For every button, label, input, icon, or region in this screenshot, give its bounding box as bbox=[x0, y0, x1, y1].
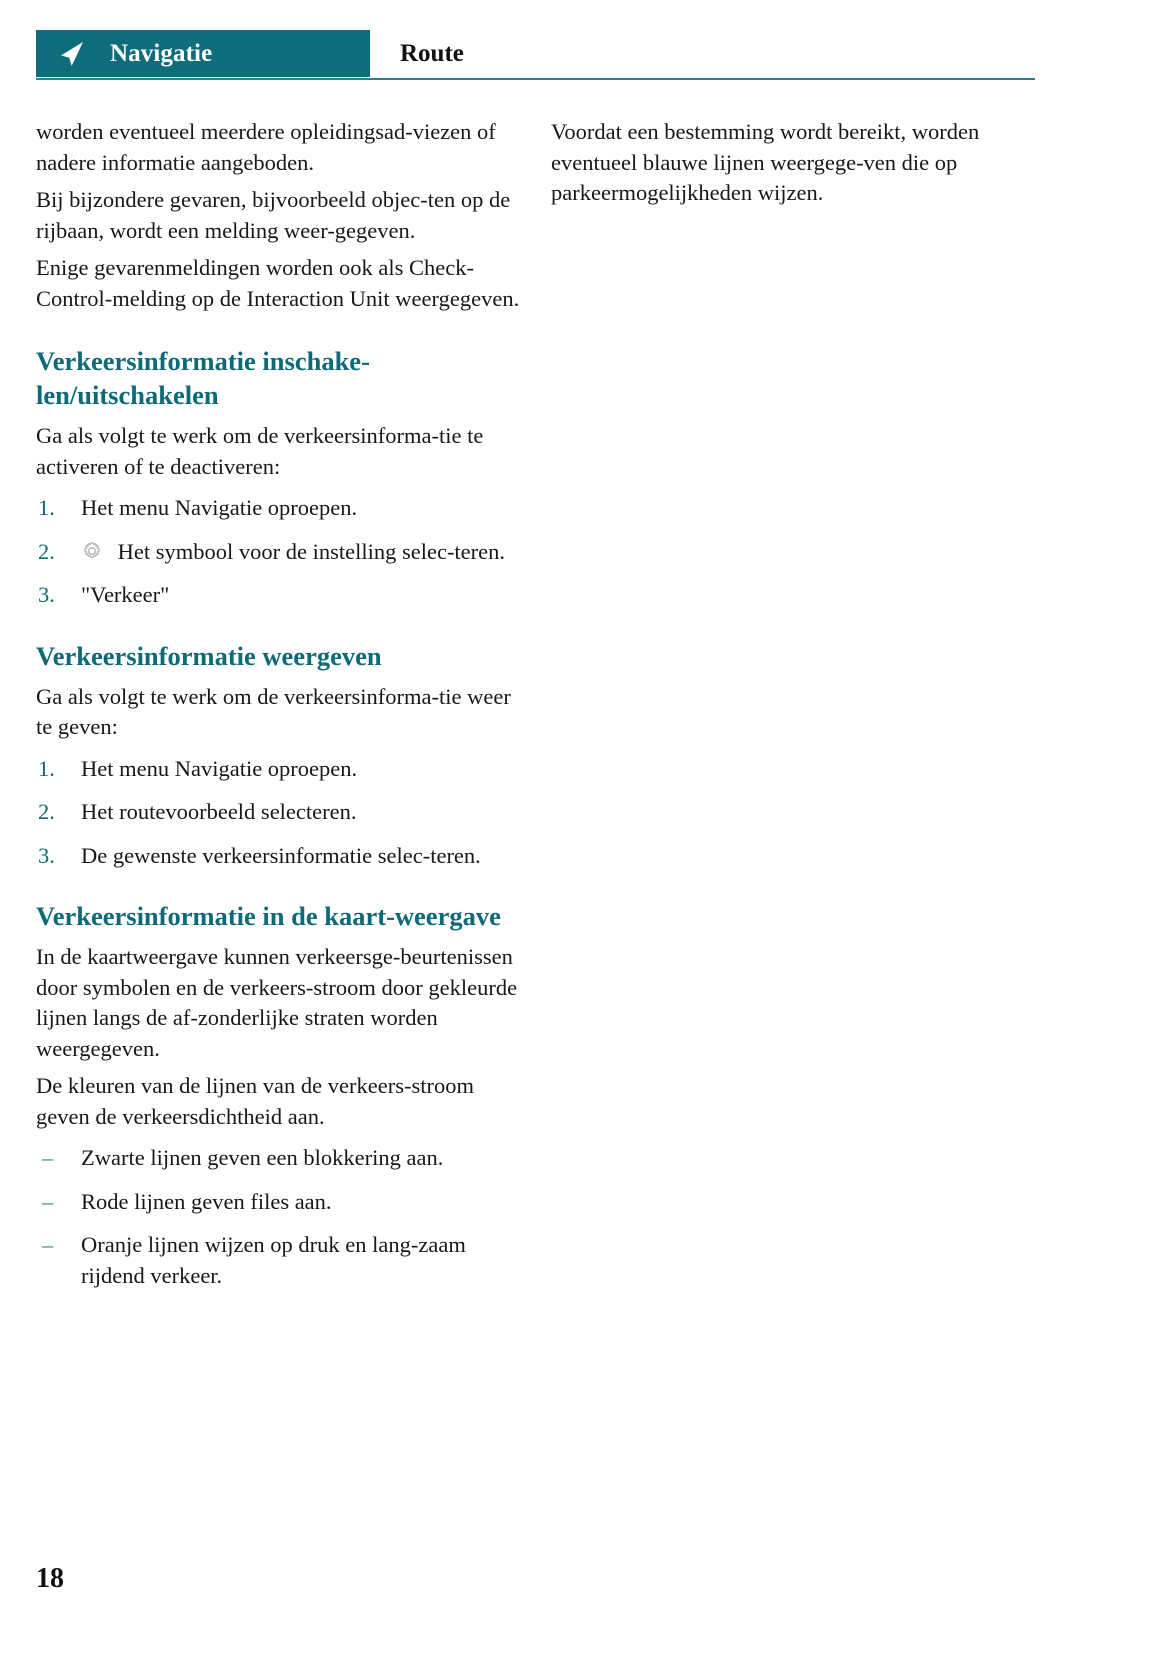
heading-verkeersinformatie-weergeven: Verkeersinformatie weergeven bbox=[36, 640, 382, 671]
nav-tab-label: Navigatie bbox=[110, 39, 213, 67]
list-item bbox=[36, 1230, 520, 1291]
page-header bbox=[36, 30, 1035, 80]
list-marker: 1. bbox=[38, 755, 55, 781]
list-item bbox=[36, 841, 520, 872]
list-item-label: Rode lijnen geven files aan. bbox=[81, 1188, 332, 1214]
list-item-label: Het routevoorbeeld selecteren. bbox=[81, 799, 357, 824]
right-column bbox=[551, 117, 1035, 1304]
list-item bbox=[36, 1187, 520, 1218]
list-marker: 3. bbox=[38, 582, 55, 607]
list-marker: 1. bbox=[38, 495, 55, 520]
list-marker: 3. bbox=[38, 842, 55, 868]
page-number: 18 bbox=[36, 1563, 64, 1594]
steps-list-inschakelen bbox=[36, 493, 520, 611]
list-item bbox=[36, 493, 520, 524]
nav-tab-navigatie bbox=[36, 30, 370, 77]
list-marker: – bbox=[42, 1188, 54, 1214]
list-item-label: Het menu Navigatie oproepen. bbox=[81, 495, 358, 520]
paragraph: De kleuren van de lijnen van de verkeers-stroom geven de verkeersdichtheid aan. bbox=[36, 1073, 474, 1129]
list-marker: – bbox=[42, 1232, 54, 1257]
list-item-label: Oranje lijnen wijzen op druk en lang-zaam rijdend verkeer. bbox=[81, 1232, 466, 1288]
list-item bbox=[36, 580, 520, 611]
list-marker: 2. bbox=[38, 538, 55, 564]
list-item-label: Het symbool voor de instelling selec-teren. bbox=[117, 538, 506, 564]
paragraph: Bij bijzondere gevaren, bijvoorbeeld objec-ten op de rijbaan, wordt een melding weer-gegeven. bbox=[36, 187, 511, 243]
steps-list-weergeven bbox=[36, 754, 520, 872]
paragraph: Voordat een bestemming wordt bereikt, worden eventueel blauwe lijnen weergege-ven die op parkeermogelijkheden wijzen. bbox=[551, 119, 980, 205]
list-item bbox=[36, 754, 520, 785]
heading-verkeersinformatie-inschakelen: Verkeersinformatie inschake-len/uitschakelen bbox=[36, 346, 370, 410]
header-row bbox=[36, 30, 1035, 77]
list-item-label: De gewenste verkeersinformatie selec-teren. bbox=[81, 842, 481, 868]
paragraph: Ga als volgt te werk om de verkeersinforma-tie te activeren of te deactiveren: bbox=[36, 423, 484, 479]
list-item-label: "Verkeer" bbox=[81, 582, 170, 607]
paragraph: worden eventueel meerdere opleidingsad-viezen of nadere informatie aangeboden. bbox=[36, 119, 496, 175]
navigation-arrow-icon bbox=[56, 39, 86, 69]
list-item bbox=[36, 1143, 520, 1174]
list-marker: – bbox=[42, 1145, 54, 1170]
bullet-list-lijnkleuren bbox=[36, 1143, 520, 1291]
paragraph: Enige gevarenmeldingen worden ook als Check-Control-melding op de Interaction Unit weergegeven. bbox=[36, 255, 520, 311]
list-marker: 2. bbox=[38, 799, 55, 824]
paragraph: In de kaartweergave kunnen verkeersge-beurtenissen door symbolen en de verkeers-stroom door gekleurde lijnen langs de af-zonderlijke straten worden weergegeven. bbox=[36, 944, 518, 1061]
header-divider bbox=[36, 78, 1035, 80]
list-item-label: Het menu Navigatie oproepen. bbox=[81, 755, 358, 781]
heading-verkeersinformatie-kaartweergave: Verkeersinformatie in de kaart-weergave bbox=[36, 901, 501, 931]
list-item bbox=[36, 797, 520, 828]
page-content bbox=[36, 117, 1035, 1304]
section-title: Route bbox=[400, 39, 464, 67]
left-column bbox=[36, 117, 520, 1304]
list-item-label: Zwarte lijnen geven een blokkering aan. bbox=[81, 1145, 444, 1170]
paragraph: Ga als volgt te werk om de verkeersinforma-tie weer te geven: bbox=[36, 683, 511, 739]
gear-icon bbox=[81, 540, 103, 562]
list-item bbox=[36, 537, 520, 568]
